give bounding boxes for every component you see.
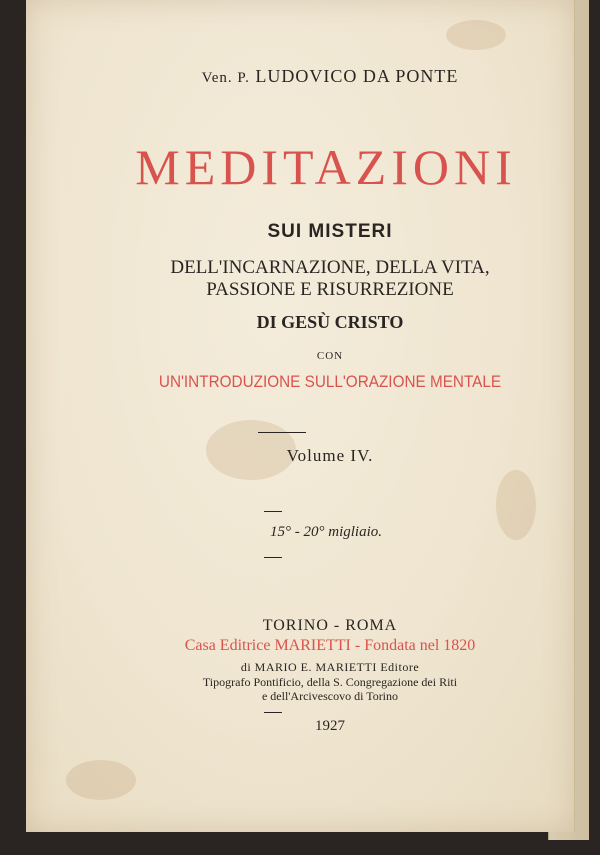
- author-name: LUDOVICO DA PONTE: [255, 66, 459, 86]
- divider-rule: [258, 432, 306, 433]
- subtitle-line-4: DI GESÙ CRISTO: [256, 312, 404, 332]
- subtitle-line-1: SUI MISTERI: [267, 221, 393, 242]
- imprint-publisher: Casa Editrice MARIETTI - Fondata nel 1820: [184, 637, 476, 654]
- divider-rule: [264, 511, 282, 512]
- publication-year: 1927: [315, 718, 345, 734]
- volume-word: Volume: [286, 446, 346, 465]
- introduction-line: UN'INTRODUZIONE SULL'ORAZIONE MENTALE: [158, 372, 502, 391]
- author-line: [56, 66, 600, 87]
- connector-word: CON: [316, 350, 344, 362]
- author-prefix: Ven. P.: [201, 70, 250, 86]
- divider-rule: [264, 557, 282, 558]
- paper-stain: [446, 20, 506, 50]
- book-title: MEDITAZIONI: [135, 139, 517, 195]
- volume-line: [56, 446, 600, 466]
- paper-stain: [66, 760, 136, 800]
- imprint-typographer-1: Tipografo Pontificio, della S. Congregazione dei Riti: [202, 675, 458, 689]
- subtitle-line-2: DELL'INCARNAZIONE, DELLA VITA,: [170, 257, 490, 278]
- printing-run: 15° - 20° migliaio.: [270, 524, 382, 540]
- title-page: [26, 0, 575, 832]
- imprint-city: TORINO - ROMA: [262, 617, 398, 634]
- divider-rule: [264, 712, 282, 713]
- subtitle-line-3: PASSIONE E RISURREZIONE: [206, 279, 454, 300]
- imprint-editor: di MARIO E. MARIETTI Editore: [240, 660, 420, 674]
- imprint-typographer-2: e dell'Arcivescovo di Torino: [261, 689, 399, 703]
- volume-number: IV.: [350, 446, 374, 465]
